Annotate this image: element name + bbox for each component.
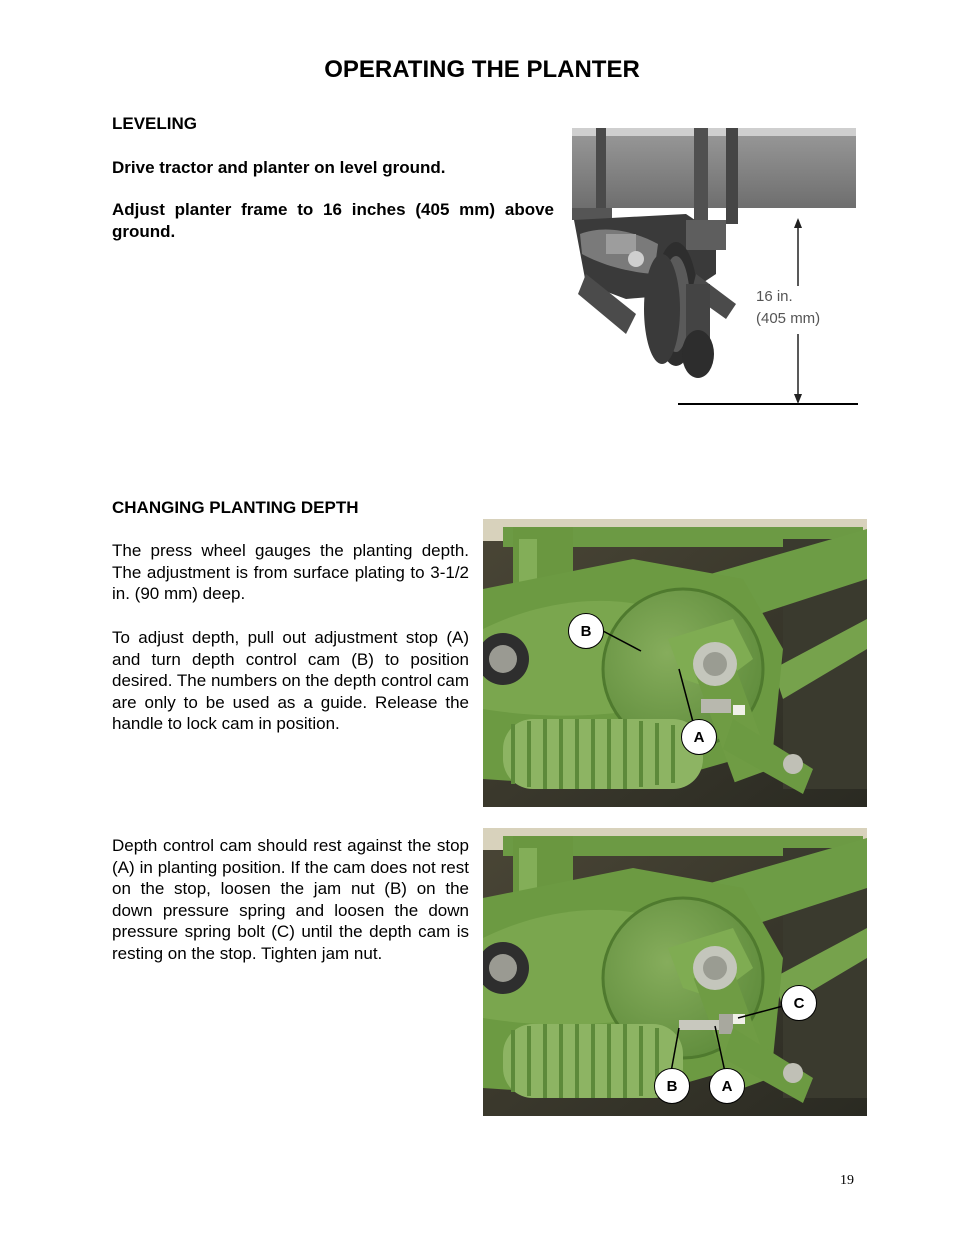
callout-b-photo-2: B: [654, 1068, 690, 1104]
depth-paragraph-1: The press wheel gauges the planting depth. The adjustment is from surface plating to 3-1/2 in. (90 mm) deep.: [112, 541, 469, 603]
depth-paragraph-2: To adjust depth, pull out adjustment stop (A) and turn depth control cam (B) to position desired. The numbers on the depth control cam are only to be used as a guide. Release the handle to lock cam in position.: [112, 628, 469, 733]
depth-cam-photo-1: [483, 519, 867, 807]
callout-a-photo-2: A: [709, 1068, 745, 1104]
depth-heading: CHANGING PLANTING DEPTH: [112, 498, 359, 517]
leveling-step-2: Adjust planter frame to 16 inches (405 mm) above ground.: [112, 200, 554, 241]
callout-c-photo-2: C: [781, 985, 817, 1021]
callout-b-photo-1: B: [568, 613, 604, 649]
page-title: OPERATING THE PLANTER: [324, 56, 640, 83]
leveling-heading: LEVELING: [112, 114, 198, 133]
leveling-step-1: Drive tractor and planter on level ground.: [112, 158, 446, 177]
height-label-inches: 16 in.: [756, 288, 793, 305]
leveling-figure-illustration: [566, 124, 858, 410]
depth-paragraph-3: Depth control cam should rest against the stop (A) in planting position. If the cam does not rest on the stop, loosen the jam nut (B) on the down pressure spring and loosen the down pressure spring bolt (C) until the depth cam is resting on the stop. Tighten jam nut.: [112, 836, 469, 963]
depth-cam-illustration-1: [483, 519, 867, 807]
leveling-figure: [566, 124, 858, 410]
depth-cam-photo-2: [483, 828, 867, 1116]
down-pressure-spring: [503, 719, 703, 789]
height-label-mm: (405 mm): [756, 310, 821, 327]
callout-a-photo-1: A: [681, 719, 717, 755]
page-number: 19: [840, 1173, 854, 1188]
